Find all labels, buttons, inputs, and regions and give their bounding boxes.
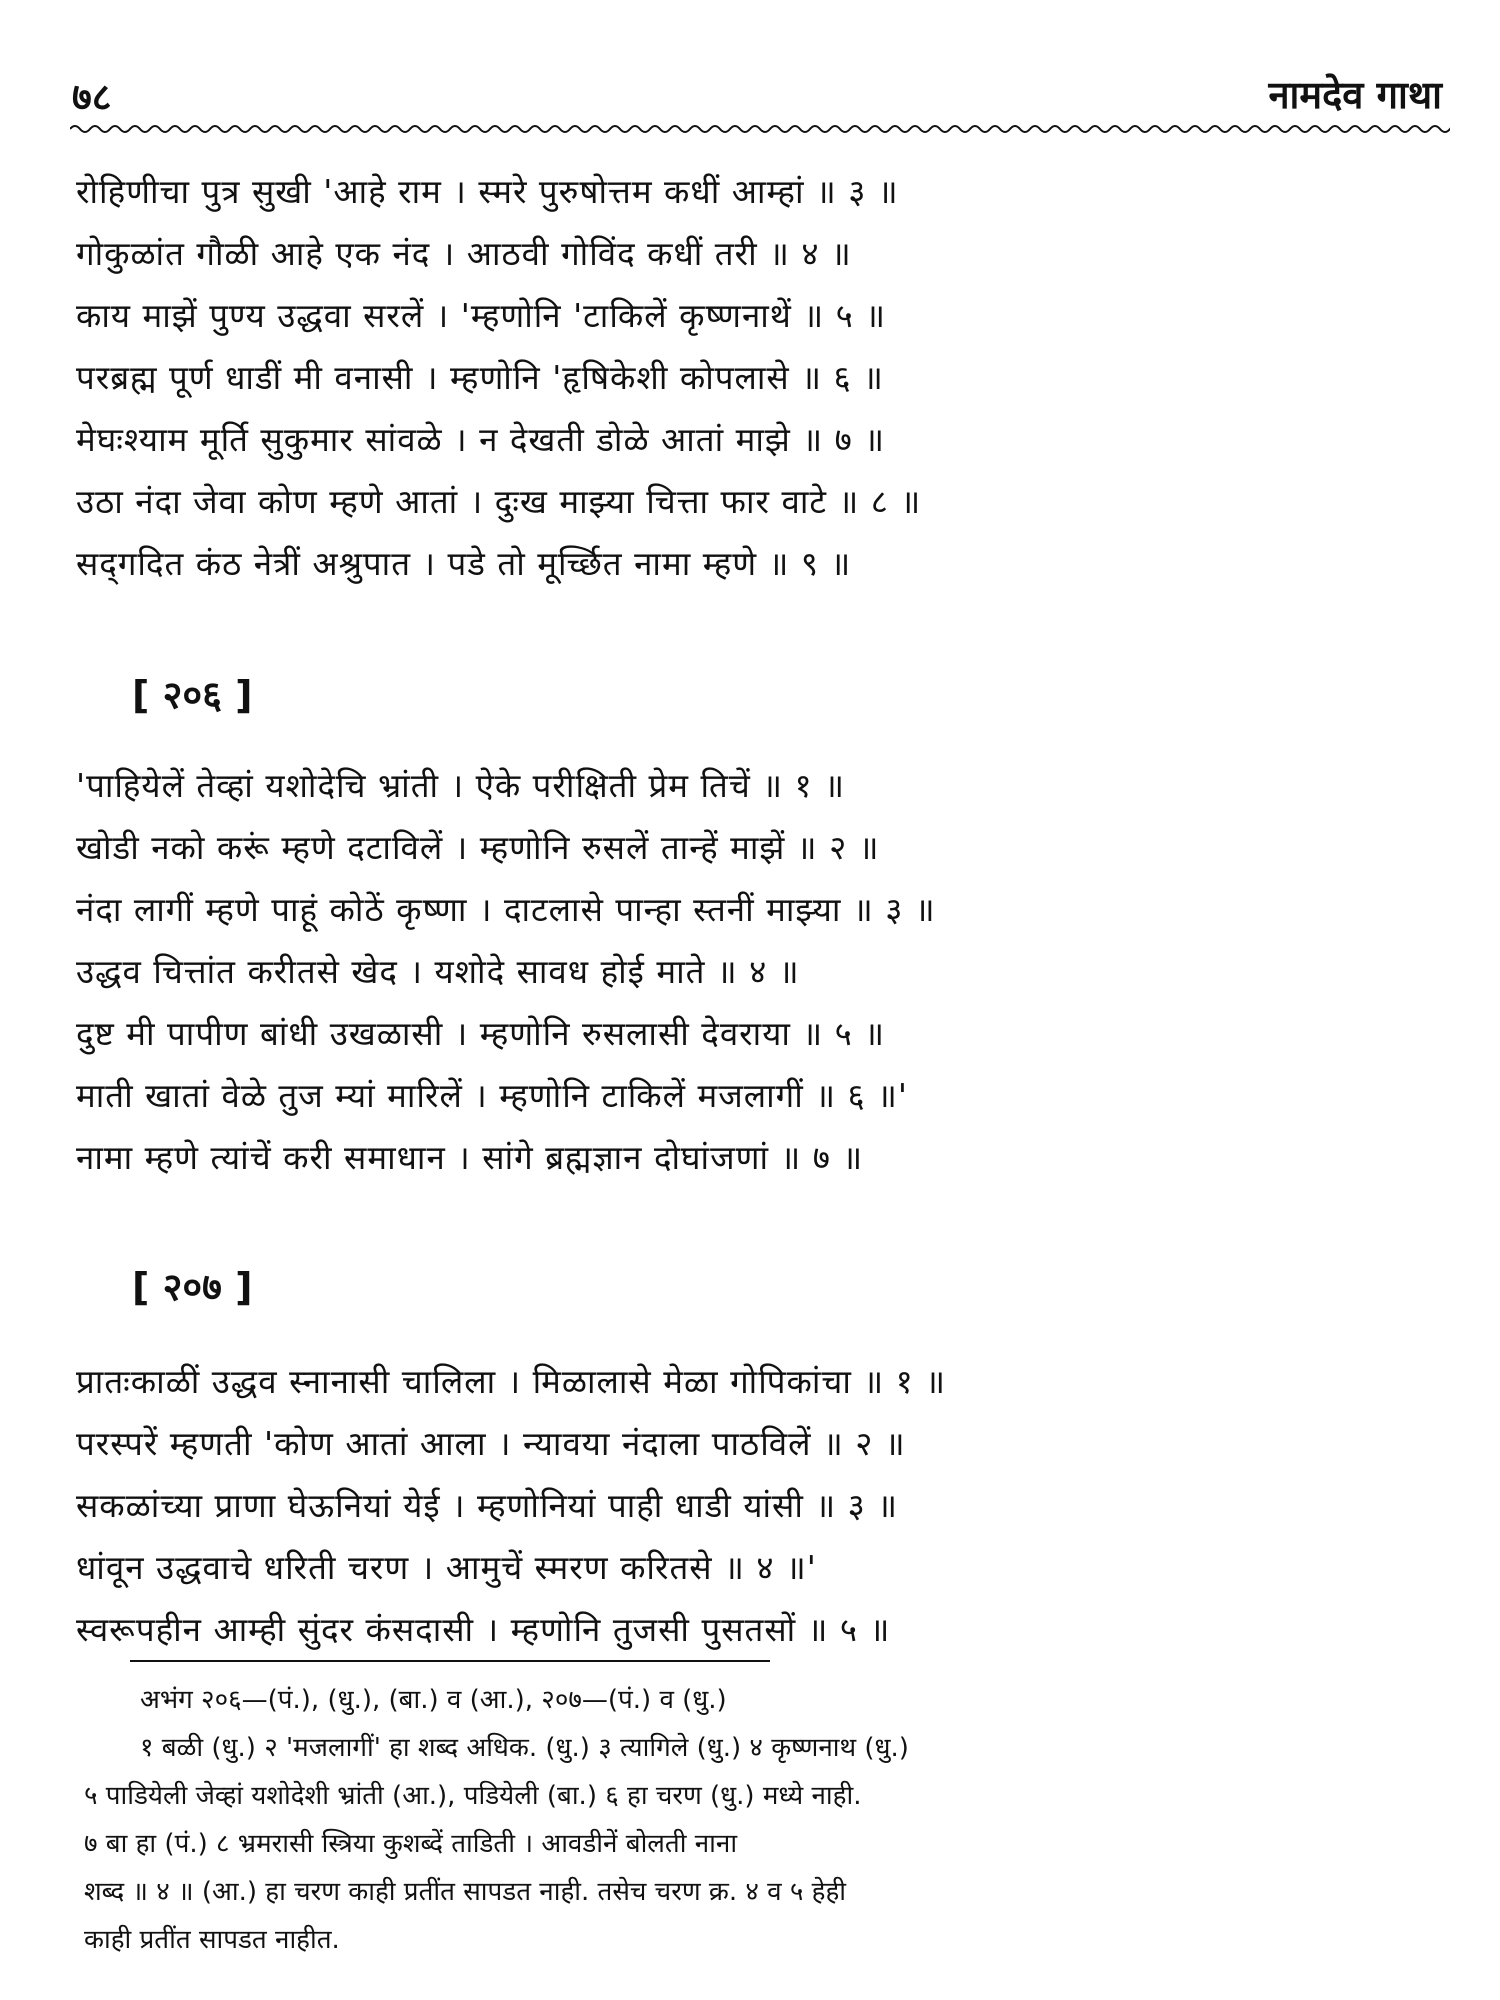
verse-line: खोडी नको करूं म्हणे दटाविलें । म्हणोनि रुसलें तान्हें माझें ॥ २ ॥ (76, 828, 880, 867)
footnote-line: काही प्रतींत सापडत नाहीत. (84, 1925, 340, 1955)
footnote-line: ५ पाडियेली जेव्हां यशोदेशी भ्रांती (आ.), पडियेली (बा.) ६ हा चरण (धु.) मध्ये नाही. (84, 1781, 862, 1811)
section-heading-206: [ २०६ ] (132, 673, 253, 717)
verse-line: उठा नंदा जेवा कोण म्हणे आतां । दुःख माझ्या चित्ता फार वाटे ॥ ८ ॥ (76, 482, 922, 521)
page-number: ७८ (72, 75, 112, 119)
footnote-separator (130, 1660, 770, 1662)
verse-line: मेघःश्याम मूर्ति सुकुमार सांवळे । न देखती डोळे आतां माझे ॥ ७ ॥ (76, 420, 886, 459)
verse-line: धांवून उद्धवाचे धरिती चरण । आमुचें स्मरण करितसे ॥ ४ ॥' (76, 1548, 817, 1587)
section-heading-207: [ २०७ ] (132, 1265, 253, 1309)
verse-line: 'पाहियेलें तेव्हां यशोदेचि भ्रांती । ऐके परीक्षिती प्रेम तिचें ॥ १ ॥ (76, 766, 845, 805)
verse-line: परस्परें म्हणती 'कोण आतां आला । न्यावया नंदाला पाठविलें ॥ २ ॥ (76, 1424, 906, 1463)
verse-line: दुष्ट मी पापीण बांधी उखळासी । म्हणोनि रुसलासी देवराया ॥ ५ ॥ (76, 1014, 886, 1053)
running-title: नामदेव गाथा (1268, 73, 1442, 117)
verse-line: गोकुळांत गौळी आहे एक नंद । आठवी गोविंद कधीं तरी ॥ ४ ॥ (76, 234, 852, 273)
verse-line: प्रातःकाळीं उद्धव स्नानासी चालिला । मिळालासे मेळा गोपिकांचा ॥ १ ॥ (76, 1362, 947, 1401)
footnote-line: ७ बा हा (पं.) ८ भ्रमरासी स्त्रिया कुशब्दें ताडिती । आवडीनें बोलती नाना (84, 1829, 738, 1859)
verse-line: उद्धव चित्तांत करीतसे खेद । यशोदे सावध होई माते ॥ ४ ॥ (76, 952, 800, 991)
verse-line: नंदा लागीं म्हणे पाहूं कोठें कृष्णा । दाटलासे पान्हा स्तनीं माझ्या ॥ ३ ॥ (76, 890, 936, 929)
footnote-line: अभंग २०६—(पं.), (धु.), (बा.) व (आ.), २०७—(पं.) व (धु.) (140, 1685, 727, 1715)
verse-line: माती खातां वेळे तुज म्यां मारिलें । म्हणोनि टाकिलें मजलागीं ॥ ६ ॥' (76, 1076, 908, 1115)
footnote-line: शब्द ॥ ४ ॥ (आ.) हा चरण काही प्रतींत सापडत नाही. तसेच चरण क्र. ४ व ५ हेही (84, 1877, 847, 1907)
verse-line: नामा म्हणे त्यांचें करी समाधान । सांगे ब्रह्मज्ञान दोघांजणां ॥ ७ ॥ (76, 1138, 864, 1177)
verse-line: सकळांच्या प्राणा घेऊनियां येई । म्हणोनियां पाही धाडी यांसी ॥ ३ ॥ (76, 1486, 899, 1525)
footnote-line: १ बळी (धु.) २ 'मजलागीं' हा शब्द अधिक. (धु.) ३ त्यागिले (धु.) ४ कृष्णनाथ (धु.) (140, 1733, 909, 1763)
verse-line: सद्‌गदित कंठ नेत्रीं अश्रुपात । पडे तो मूर्च्छित नामा म्हणे ॥ ९ ॥ (76, 544, 852, 583)
verse-line: परब्रह्म पूर्ण धाडीं मी वनासी । म्हणोनि 'हृषिकेशी कोपलासे ॥ ६ ॥ (76, 358, 884, 397)
verse-line: स्वरूपहीन आम्ही सुंदर कंसदासी । म्हणोनि तुजसी पुसतसों ॥ ५ ॥ (76, 1610, 891, 1649)
verse-line: रोहिणीचा पुत्र सुखी 'आहे राम । स्मरे पुरुषोत्तम कधीं आम्हां ॥ ३ ॥ (76, 172, 899, 211)
verse-line: काय माझें पुण्य उद्धवा सरलें । 'म्हणोनि 'टाकिलें कृष्णनाथें ॥ ५ ॥ (76, 296, 887, 335)
header-wavy-rule (70, 122, 1450, 136)
